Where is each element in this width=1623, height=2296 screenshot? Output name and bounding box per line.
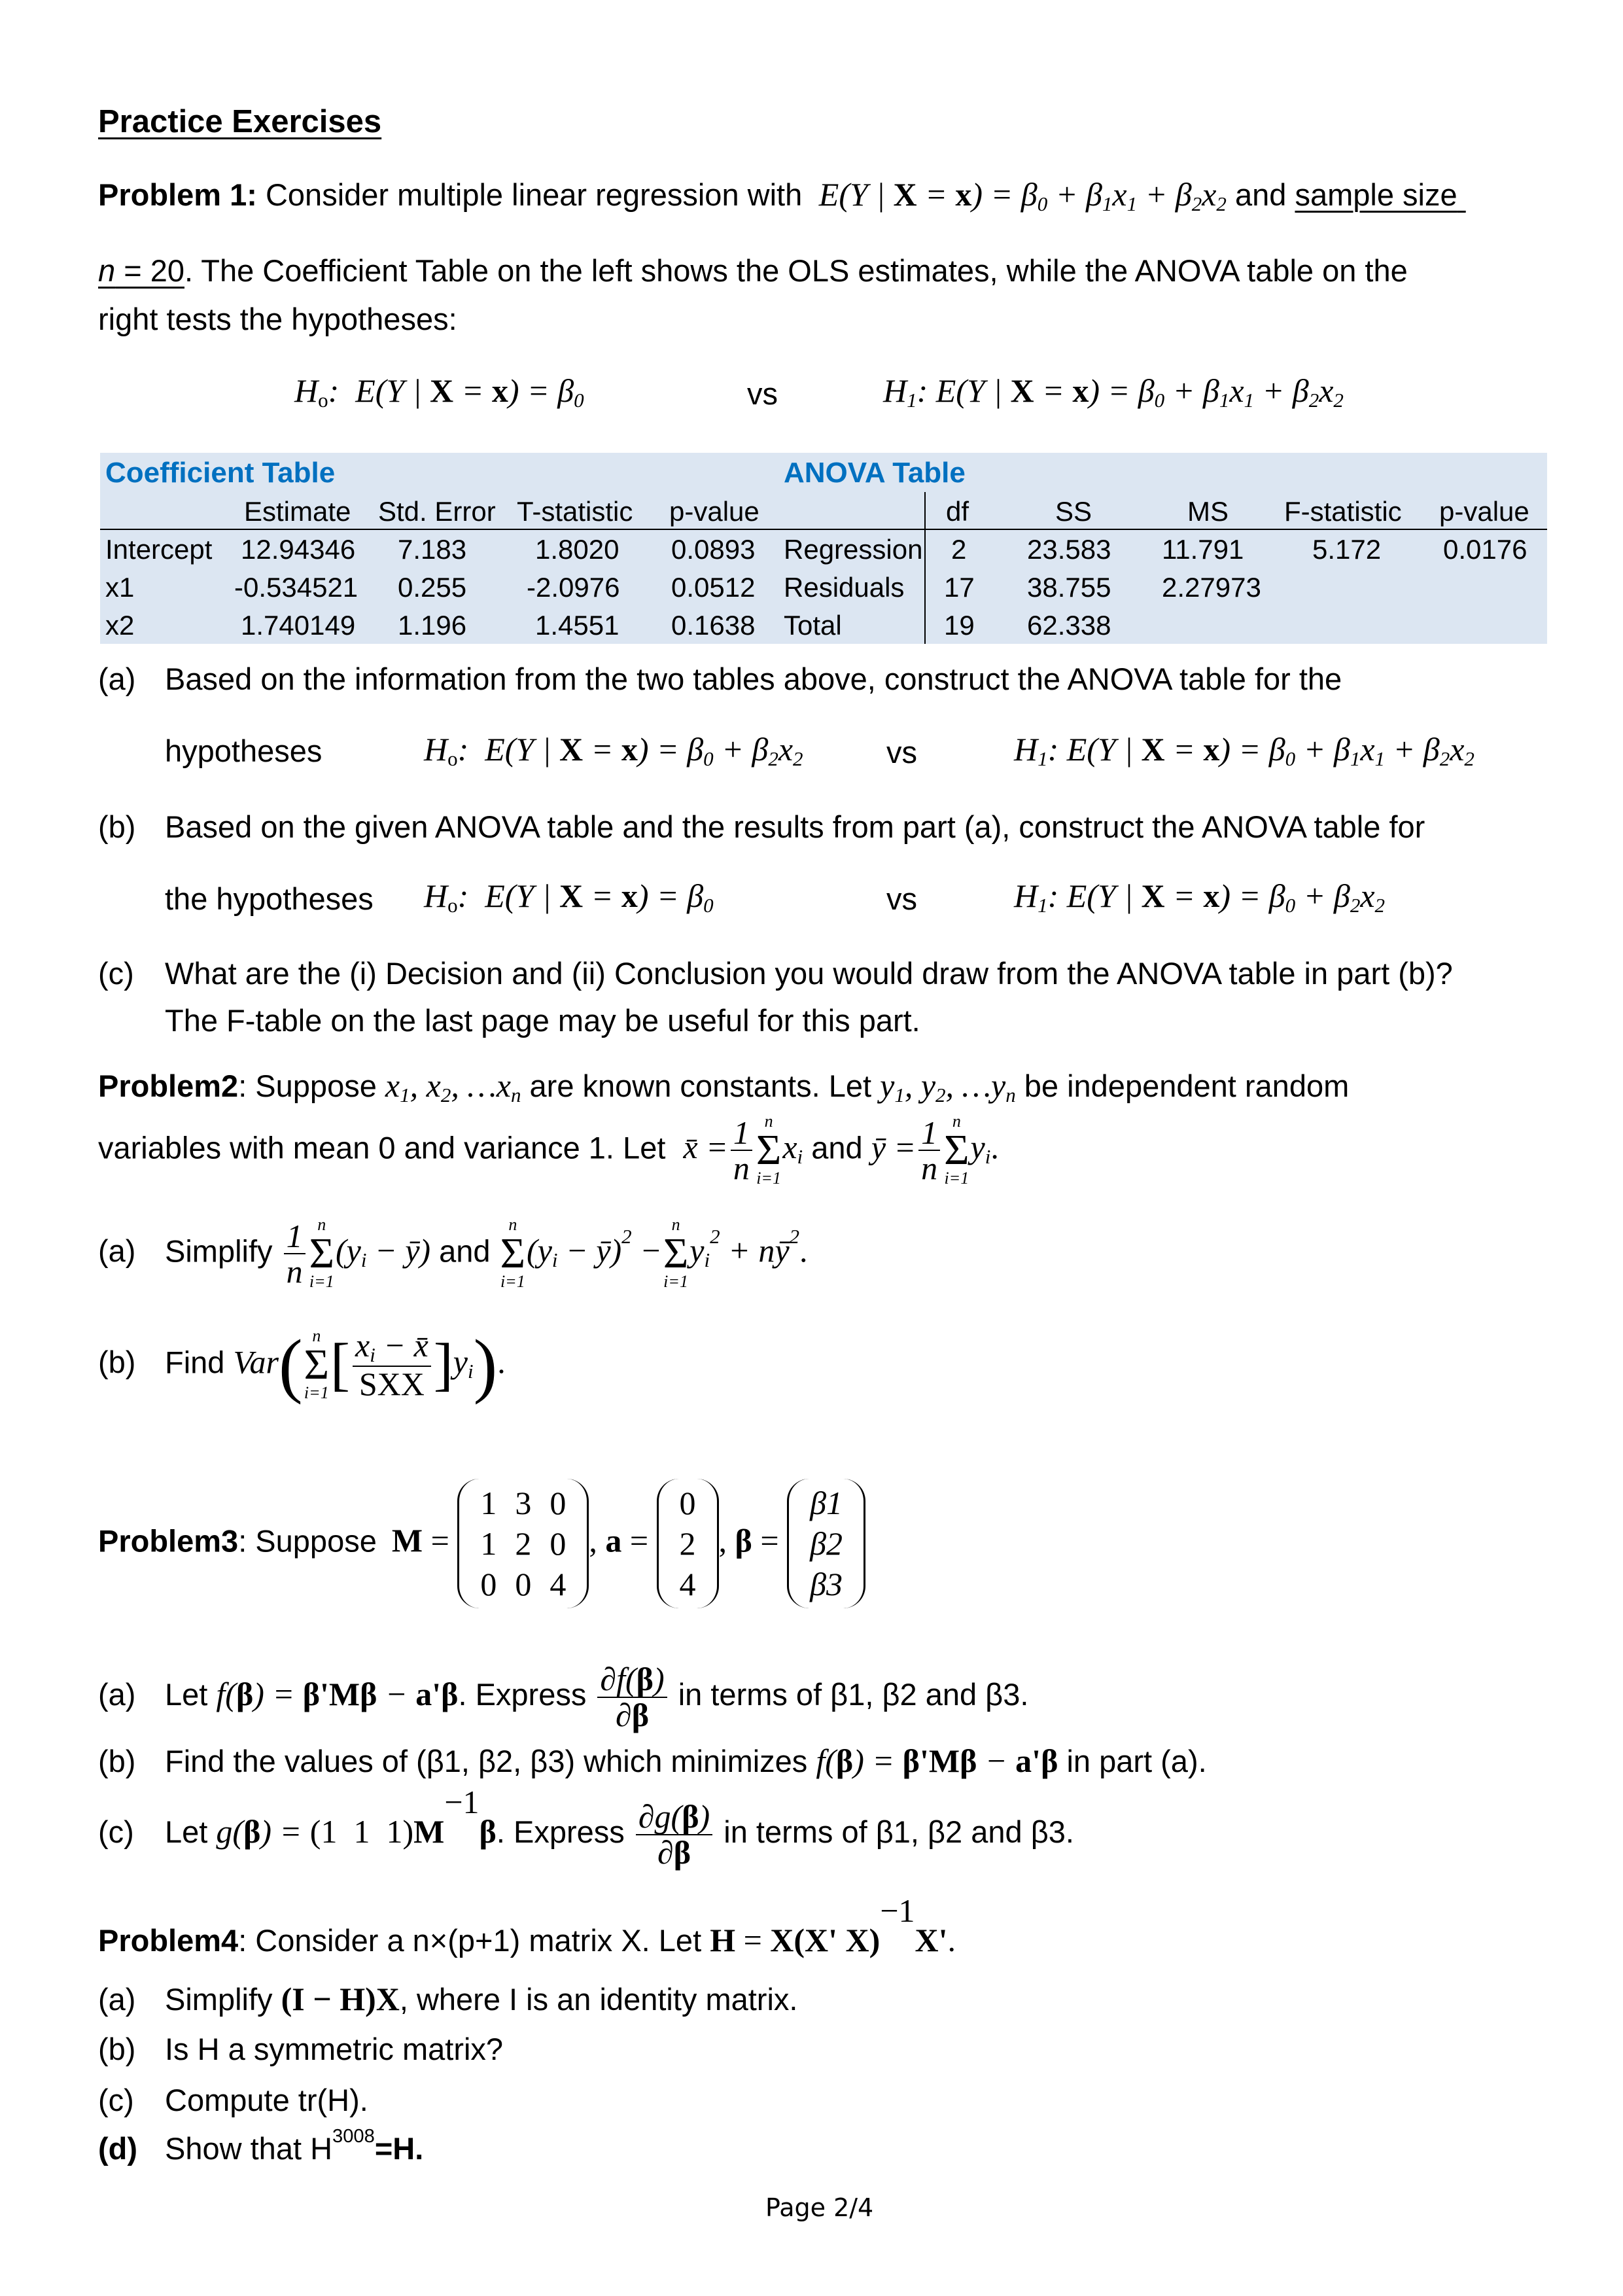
p1b-h1: $H_1$: E(Y | $X = x) = \beta_0 + \beta_2x_2$ (1014, 877, 1386, 917)
main-h0: $H_o$: E(Y | $X = x) = \beta_0$ (294, 372, 584, 412)
anova-header-ms: MS (1187, 496, 1229, 527)
problem3-intro: Problem3: Suppose M = 1 3 0 1 2 0 0 0 4 , a = 0 2 4 , β = β1 β2 β3 (98, 1479, 865, 1608)
p2a-text: Simplify (165, 1233, 273, 1269)
anova-header-pvalue: p-value (1439, 496, 1529, 527)
p4a-label: (a) (98, 1982, 136, 2017)
p1a-label: (a) (98, 662, 136, 696)
anova-cell: 62.338 (1027, 610, 1111, 641)
problem2-line2-text: variables with mean 0 and variance 1. Let (98, 1130, 666, 1165)
anova-cell: 2.27973 (1162, 572, 1261, 603)
problem2-line2: variables with mean 0 and variance 1. Let x̄ = $\frac{1}{n}$ n Σ i=1 $x_i$ and ȳ = $\frac{1}{n}$ n Σ i=1 $y_i$. (98, 1112, 999, 1188)
problem2-and: and (811, 1130, 863, 1165)
page-number: Page 2/4 (765, 2193, 874, 2222)
p4c-label: (c) (98, 2083, 134, 2117)
anova-cell: 0.0176 (1443, 534, 1527, 565)
anova-table (784, 453, 1547, 644)
problem4-label: Problem4 (98, 1923, 239, 1958)
p2a-label: (a) (98, 1233, 136, 1269)
problem1-model: E(Y | $X = x) = \beta_0 + \beta_1x_1 + \beta_2x_2$ (811, 176, 1227, 215)
p1a-vs: vs (886, 735, 917, 769)
anova-header-df: df (946, 496, 969, 527)
p1a-text: Based on the information from the two tables above, construct the ANOVA table for the (165, 662, 1342, 696)
problem3-suppose: : Suppose (238, 1523, 377, 1559)
p3b: (b) Find the values of (β1, β2, β3) which minimizes f(β) = β'Mβ − a'β in part (a). (98, 1742, 1207, 1779)
anova-header-fstat: F-statistic (1284, 496, 1402, 527)
sxx-text: SXX (358, 1366, 425, 1403)
p4a-text2: , where I is an identity matrix. (399, 1982, 798, 2017)
p1b-text: Based on the given ANOVA table and the results from part (a), construct the ANOVA table for (165, 809, 1425, 844)
p1b-label: (b) (98, 809, 136, 844)
p3b-label: (b) (98, 1744, 136, 1778)
p4a: (a) Simplify (I − H)X, where I is an identity matrix. (98, 1981, 798, 2017)
coef-header-estimate: Estimate (244, 496, 351, 527)
problem1-intro (98, 175, 1466, 216)
problem2-intro: Problem2: Suppose $x_1$, $x_2$, $\dots x_n$ are known constants. Let $y_1$, $y_2$, $\dots y_n$ be independent random (98, 1067, 1350, 1106)
p1a-h0: $H_o$: E(Y | $X = x) = \beta_0 + \beta_2x_2$ (424, 731, 803, 770)
p3c-text2: . Express (496, 1814, 625, 1849)
coef-cell: 0.0893 (671, 534, 756, 565)
coef-cell: -0.534521 (234, 572, 358, 603)
p3c-label: (c) (98, 1814, 134, 1849)
anova-divider (784, 529, 1547, 530)
problem1-line2 (98, 253, 1408, 289)
coef-row-name: x1 (105, 572, 135, 603)
coef-header-tstat: T-statistic (517, 496, 633, 527)
coef-cell: -2.0976 (527, 572, 620, 603)
p2b-text: Find (165, 1345, 225, 1380)
problem1-sample-size: sample size (1295, 177, 1457, 212)
p4d-text2: =H. (374, 2131, 424, 2166)
p3a-text2: . Express (458, 1676, 587, 1712)
p4c (98, 2082, 368, 2118)
problem1-and: and (1234, 177, 1287, 212)
main-h1: $H_1$: E(Y | $X = x) = \beta_0 + \beta_1x_1 + \beta_2x_2$ (883, 372, 1344, 412)
coef-header-stderr: Std. Error (378, 496, 496, 527)
p1c-text1: What are the (i) Decision and (ii) Conclusion you would draw from the ANOVA table in part (b)? (165, 956, 1453, 991)
anova-row-name: Total (784, 610, 842, 641)
p1a (98, 661, 1342, 697)
p1a-h1: $H_1$: E(Y | $X = x) = \beta_0 + \beta_1x_1 + \beta_2x_2$ (1014, 731, 1475, 770)
vector-beta: β1 β2 β3 (787, 1479, 865, 1608)
coef-row-name: Intercept (105, 534, 213, 565)
anova-cell: 5.172 (1312, 534, 1382, 565)
p4d-label: (d) (98, 2131, 138, 2166)
p3a: (a) Let f(β) = β'Mβ − a'β. Express $\frac{\partial f(\beta)}{\partial\beta}$ in terms of β1, β2 and β3. (98, 1661, 1029, 1733)
anova-header-ss: SS (1055, 496, 1092, 527)
anova-cell: 38.755 (1027, 572, 1111, 603)
coef-row-name: x2 (105, 610, 135, 641)
p1b (98, 809, 1425, 845)
coef-cell: 0.255 (398, 572, 467, 603)
p4b (98, 2031, 503, 2067)
coef-cell: 1.8020 (535, 534, 620, 565)
coef-cell: 1.740149 (241, 610, 356, 641)
p2b: (b) Find Var( n Σ i=1 [ $\frac{x_i - x̄}{\text{SXX}}$ ]$y_i$). (98, 1325, 506, 1405)
anova-table-title: ANOVA Table (784, 457, 966, 489)
p1b-vs: vs (886, 881, 917, 916)
page-heading: Practice Exercises (98, 104, 382, 139)
p4b-text: Is H a symmetric matrix? (165, 2032, 504, 2066)
p3a-text1: Let (165, 1676, 208, 1712)
p2b-label: (b) (98, 1345, 136, 1380)
problem4-intro: Problem4: Consider a n×(p+1) matrix X. Let H = X(X' X)$^{-1}$X'. (98, 1892, 956, 1958)
problem1-intro-text: Consider multiple linear regression with (265, 177, 803, 212)
anova-cell: 11.791 (1162, 534, 1244, 565)
coef-cell: 1.4551 (535, 610, 620, 641)
coefficient-table-title: Coefficient Table (105, 457, 336, 489)
problem3-label: Problem3 (98, 1523, 239, 1559)
coef-cell: 12.94346 (241, 534, 356, 565)
coefficient-table (100, 453, 784, 644)
p4c-text: Compute tr(H). (165, 2083, 368, 2117)
coef-cell: 0.1638 (671, 610, 756, 641)
problem2-label: Problem2 (98, 1069, 239, 1103)
problem4-text: : Consider a n×(p+1) matrix X. Let (238, 1923, 702, 1958)
coef-divider (100, 529, 784, 530)
anova-row-name: Residuals (784, 572, 905, 603)
anova-row-name: Regression (784, 534, 923, 565)
problem1-line2-text: . The Coefficient Table on the left shows the OLS estimates, while the ANOVA table on the (184, 253, 1408, 288)
p4b-label: (b) (98, 2032, 136, 2066)
coef-cell: 0.0512 (671, 572, 756, 603)
p4d (98, 2125, 424, 2166)
p3a-text3: in terms of β1, β2 and β3. (678, 1676, 1029, 1712)
p1c-label: (c) (98, 956, 134, 991)
p2a: (a) Simplify $\frac{1}{n}$ n Σ i=1 ($y_i$ − ȳ) and n Σ i=1 ($y_i$ − ȳ)$^2$ − n Σ i=1 $y_i^2$ + $nȳ^2$. (98, 1215, 808, 1292)
vector-a: 0 2 4 (657, 1479, 719, 1608)
anova-cell: 17 (944, 572, 975, 603)
p4d-text1: Show that H (165, 2131, 333, 2166)
p3c: (c) Let g(β) = (1 1 $1)M^{-1}\beta$. Express $\frac{\partial g(\beta)}{\partial\beta}$ in terms of β1, β2 and β3. (98, 1783, 1074, 1871)
anova-cell: 23.583 (1027, 534, 1111, 565)
p3c-text3: in terms of β1, β2 and β3. (724, 1814, 1074, 1849)
p3b-text2: in part (a). (1066, 1744, 1207, 1778)
matrix-M: 1 3 0 1 2 0 0 0 4 (457, 1479, 589, 1608)
p1c-text2: The F-table on the last page may be useful for this part. (165, 1003, 920, 1038)
problem1-label: Problem 1: (98, 177, 257, 212)
anova-vertical-divider (924, 492, 926, 644)
p1b-hyp-label: the hypotheses (165, 881, 374, 916)
problem1-n: n = 20 (98, 253, 184, 288)
coef-header-pvalue: p-value (669, 496, 759, 527)
p3b-text1: Find the values of (β1, β2, β3) which minimizes (165, 1744, 808, 1778)
coef-cell: 7.183 (398, 534, 467, 565)
anova-cell: 2 (951, 534, 967, 565)
p1a-hyp-label: hypotheses (165, 733, 323, 768)
p1b-h0: $H_o$: E(Y | $X = x) = \beta_0$ (424, 877, 714, 917)
problem1-line3: right tests the hypotheses: (98, 302, 457, 336)
anova-cell: 19 (944, 610, 975, 641)
p2a-and: and (439, 1233, 491, 1269)
p3a-label: (a) (98, 1676, 136, 1712)
main-vs: vs (747, 376, 778, 411)
p3c-text1: Let (165, 1814, 208, 1849)
p4d-exponent: 3008 (332, 2125, 375, 2147)
p4a-text1: Simplify (165, 1982, 273, 2017)
coef-cell: 1.196 (398, 610, 467, 641)
p1c (98, 955, 1453, 991)
